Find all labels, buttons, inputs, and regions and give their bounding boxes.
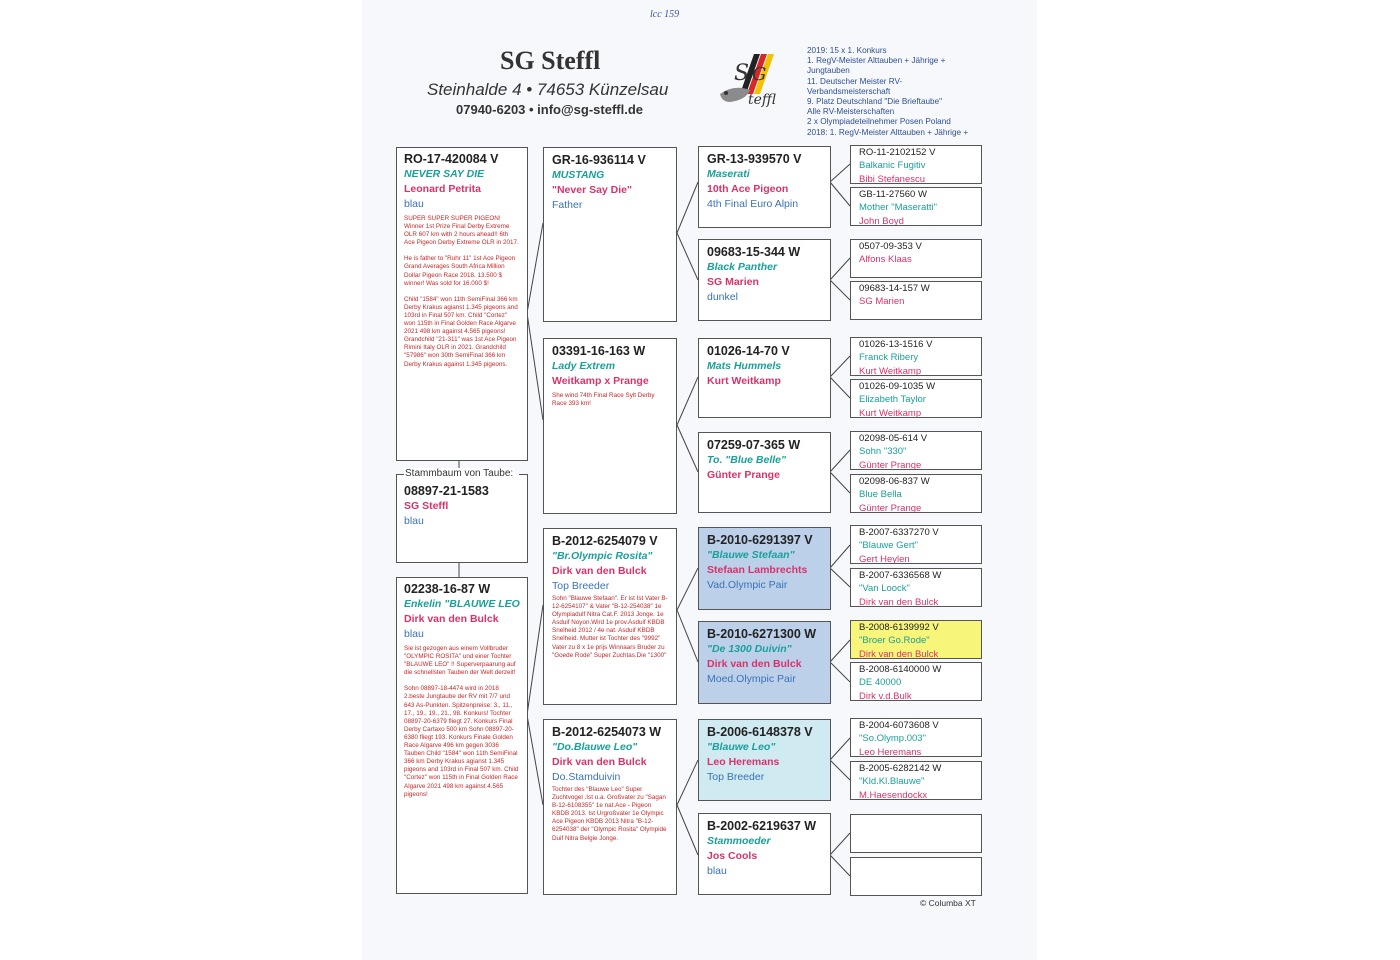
ring-number: 03391-16-163 W	[552, 344, 646, 358]
ancestor-card[interactable]	[850, 662, 982, 701]
pigeon-info: Top Breeder	[707, 771, 765, 783]
subject-color: blau	[404, 515, 424, 527]
pigeon-name: "Do.Blauwe Leo"	[552, 741, 638, 753]
granddam-sire-card[interactable]	[543, 338, 677, 514]
great-grandparent-card[interactable]	[698, 527, 831, 610]
great-grandparent-card[interactable]	[698, 621, 831, 704]
achievement-line: 2018: 1. RegV-Meister Alttauben + Jährige +	[807, 127, 969, 137]
pigeon-breeder: Weitkamp x Prange	[552, 375, 649, 387]
ring-number: 09683-15-344 W	[707, 245, 801, 259]
pigeon-info: "Never Say Die"	[552, 184, 633, 196]
pigeon-info: dunkel	[707, 291, 738, 303]
pigeon-info: Moed.Olympic Pair	[707, 673, 796, 685]
ancestor-card[interactable]	[850, 379, 982, 418]
ancestor-card[interactable]	[850, 474, 982, 513]
ancestor-card[interactable]	[850, 568, 982, 607]
pigeon-info: Vad.Olympic Pair	[707, 579, 788, 591]
svg-text:teffl: teffl	[748, 92, 776, 108]
pigeon-info: Günter Prange	[707, 469, 780, 481]
sire-name: NEVER SAY DIE	[404, 168, 485, 180]
pigeon-info: 4th Final Euro Alpin	[707, 198, 799, 210]
ancestor-info: "Kld.Kl.Blauwe"	[859, 776, 925, 787]
grandsire-dam-card[interactable]	[543, 528, 677, 705]
ring-number: B-2010-6291397 V	[707, 533, 813, 547]
achievement-line: Verbandsmeisterschaft	[807, 86, 891, 96]
ancestor-info: Balkanic Fugitiv	[859, 160, 926, 171]
pigeon-breeder: Dirk van den Bulck	[552, 756, 647, 768]
ancestor-info: Franck Ribery	[859, 352, 919, 363]
ancestor-breeder: Alfons Klaas	[859, 254, 912, 265]
pigeon-info: Kurt Weitkamp	[707, 375, 781, 387]
ancestor-info: Sohn "330"	[859, 446, 907, 457]
pigeon-name: "Blauwe Stefaan"	[707, 549, 795, 561]
ancestor-card[interactable]	[850, 337, 982, 376]
pigeon-name: To. "Blue Belle"	[707, 454, 786, 466]
pigeon-name: "De 1300 Duivin"	[707, 643, 792, 655]
ring-number: B-2005-6282142 W	[859, 763, 942, 774]
ancestor-breeder: SG Marien	[859, 296, 905, 307]
handwritten-note: lcc 159	[650, 9, 680, 20]
pigeon-info: Dirk van den Bulck	[707, 658, 802, 670]
ring-number: 02098-05-614 V	[859, 433, 928, 444]
dam-card[interactable]	[396, 577, 528, 894]
ancestor-breeder: Dirk van den Bulck	[859, 648, 939, 659]
dam-ring-number: 02238-16-87 W	[404, 582, 491, 596]
great-grandparent-card[interactable]	[698, 813, 831, 895]
svg-text:G: G	[752, 64, 767, 85]
dam-breeder: Dirk van den Bulck	[404, 613, 499, 625]
ancestor-card[interactable]	[850, 431, 982, 470]
pigeon-info: Father	[552, 199, 583, 211]
pigeon-info: Do.Stamduivin	[552, 771, 621, 783]
ring-number: 02098-06-837 W	[859, 476, 930, 487]
ring-number: B-2012-6254079 V	[552, 534, 658, 548]
pigeon-info: blau	[707, 865, 727, 877]
ring-number: B-2012-6254073 W	[552, 725, 662, 739]
ring-number: B-2007-6336568 W	[859, 570, 942, 581]
ring-number: RO-11-2102152 V	[859, 147, 936, 158]
ancestor-breeder: Dirk van den Bulck	[859, 596, 939, 607]
pigeon-notes: Sohn "Blauwe Stefaan". Er ist Ist Vater B-12-6254107" & Vater "B-12-254038" 1e Olympiadulf Nitra Cat.F. 2013 Jonge. 1e Asduif Noyon.Wird 1e prov.Asduif KBDB Snelheid 2012 / 4e nat. Asduif KBDB Snelheid. Mutter ist Tochter des "9992" Vater zu 8 x 1e prijs Winnaars Bruder zu "Goede Rode" Super Zuchtas.Die "1300"	[552, 595, 668, 659]
pigeon-name: Maserati	[707, 168, 750, 180]
ancestor-info: Mother "Maseratti"	[859, 202, 938, 213]
ancestor-breeder: Kurt Weitkamp	[859, 407, 922, 418]
great-grandparent-card[interactable]	[698, 146, 831, 228]
achievement-line: 2 x Olympiadeteilnehmer Posen Poland	[807, 117, 951, 127]
loft-contact: 07940-6203 • info@sg-steffl.de	[456, 102, 644, 117]
ancestor-card[interactable]	[850, 718, 982, 757]
ring-number: B-2007-6337270 V	[859, 527, 939, 538]
great-grandparent-card[interactable]	[698, 719, 831, 801]
achievement-line: Alle RV-Meisterschaften	[807, 107, 895, 117]
ancestor-info: DE 40000	[859, 677, 902, 688]
subject-breeder: SG Steffl	[404, 500, 449, 512]
pigeon-name: Black Panther	[707, 261, 778, 273]
loft-address: Steinhalde 4 • 74653 Künzelsau	[427, 80, 669, 99]
pigeon-info: Jos Cools	[707, 850, 758, 862]
ancestor-card[interactable]	[850, 761, 982, 800]
pigeon-notes: She wind 74th Final Race Sylt Derby Race 393 km!	[552, 392, 655, 408]
ancestor-card-empty[interactable]	[850, 857, 982, 896]
pigeon-info: 10th Ace Pigeon	[707, 183, 789, 195]
ancestor-info: "So.Olymp.003"	[859, 733, 926, 744]
pigeon-name: MUSTANG	[552, 169, 605, 181]
ring-number: B-2006-6148378 V	[707, 725, 813, 739]
sire-notes: SUPER SUPER SUPER PIGEON! Winner 1st Prize Final Derby Extreme OLR 607 km with 2 hours ahead!! 6th Ace Pigeon Derby Extreme OLR in 2017. He is father to "Ruhr 11" 1st Ace Pigeon Grand Averages South Africa Million Dollar Pigeon Race 2018. 13.500 $ winner! Was sold for 16.000 $! Child "1584" won 11th SemiFinal 366 km Derby Krakus agianst 1.345 pigeons and 103rd in Final 507 km. Child "Cortez" won 115th in Final Golden Race Algarve 2021 498 km against 4.565 pigeons! Grandchild "21-311" was 1st Ace Pigeon Rimini Italy OLR in 2021. Grandchild "57986" won 30th SemiFinal 366 km Derby Krakus against 1.345 pigeons.	[404, 215, 519, 368]
pigeon-name: Mats Hummels	[707, 360, 782, 372]
sire-card[interactable]	[396, 147, 528, 461]
dam-name: Enkelin "BLAUWE LEO	[404, 598, 520, 610]
dam-notes: Sie ist gezogen aus einem Vollbruder "OLYMPIC ROSITA" und einer Tochter "BLAUWE LEO" !! Superverpaarung auf die schnellsten Tauben der Welt derzeit! Sohn 08897-18-4474 wird in 2018 2.beste Jungtaube der RV mit 7/7 und 643 As-Punkten. Spitzenpreise: 3., 11., 17., 19., 19., 21., 98. Konkurs! Tochter 08897-20-6379 fliegt 27. Konkurs Final Derby Cartaxo 500 km Sohn 08897-20-6380 fliegt 193. Konkurs Finale Golden Race Algarve 496 km gegen 3036 Tauben Child "1584" won 11th SemiFinal 366 km Derby Krakus agianst 1.345 pigeons and 103rd in Final 507 km. Child "Cortez" won 115th in Final Golden Race Algarve 2021 498 km against 4.565 pigeons!	[404, 645, 519, 798]
ancestor-breeder: Gert Heylen	[859, 553, 910, 564]
sire-ring-number: RO-17-420084 V	[404, 152, 499, 166]
ancestor-breeder: Kurt Weitkamp	[859, 365, 922, 376]
loft-name: SG Steffl	[500, 46, 601, 75]
ring-number: GR-13-939570 V	[707, 152, 802, 166]
achievement-line: 2019: 15 x 1. Konkurs	[807, 46, 887, 55]
ring-number: GR-16-936114 V	[552, 153, 646, 167]
ancestor-card[interactable]	[850, 239, 982, 278]
grandsire-sire-card[interactable]	[543, 147, 677, 322]
svg-text:S: S	[734, 61, 750, 86]
ring-number: 01026-13-1516 V	[859, 339, 933, 350]
ancestor-breeder: John Boyd	[859, 215, 904, 226]
achievement-line: Jungtauben	[807, 66, 850, 76]
ring-number: GB-11-27560 W	[859, 189, 927, 200]
copyright-footer: © Columba XT	[920, 898, 976, 908]
ring-number: 01026-09-1035 W	[859, 381, 936, 392]
ancestor-info: Elizabeth Taylor	[859, 394, 926, 405]
ring-number: B-2004-6073608 V	[859, 720, 939, 731]
subject-ring-number: 08897-21-1583	[404, 484, 489, 498]
ancestor-card[interactable]	[850, 525, 982, 564]
sire-color: blau	[404, 198, 424, 210]
great-grandparent-card[interactable]	[698, 239, 831, 321]
pigeon-info: Top Breeder	[552, 580, 610, 592]
ancestor-info: "Broer Go.Rode"	[859, 635, 930, 646]
ancestor-breeder: Günter Prange	[859, 459, 922, 470]
ancestor-breeder: Bibi Stefanescu	[859, 173, 926, 184]
ancestor-info: Blue Bella	[859, 489, 902, 500]
ring-number: B-2008-6139992 V	[859, 622, 939, 633]
great-grandparent-card[interactable]	[698, 432, 831, 513]
ancestor-breeder: Dirk v.d.Bulk	[859, 690, 912, 701]
achievement-line: 9. Platz Deutschland "Die Brieftaube"	[807, 97, 943, 107]
pigeon-name: Stammoeder	[707, 835, 771, 847]
ring-number: 07259-07-365 W	[707, 438, 801, 452]
pigeon-info: SG Marien	[707, 276, 759, 288]
subject-card[interactable]	[396, 474, 528, 563]
pigeon-name: Lady Extrem	[552, 360, 616, 372]
ring-number: 01026-14-70 V	[707, 344, 790, 358]
ring-number: 09683-14-157 W	[859, 283, 930, 294]
great-grandparent-card[interactable]	[698, 338, 831, 418]
pigeon-info: Leo Heremans	[707, 756, 780, 768]
pigeon-notes: Tochter des "Blauwe Leo" Super Zuchtvogel .Ist u.a. Großvater zu "Sagan B-12-6108355" 1e nat.Ace - Pigeon KBDB 2013. Ist Urgroßvater 1e Olympic Ace Pigeon KBDB 2013 Nitra "B-12-6254038" der "Olympic Rosita" Olympide Duif Nitra Belgie Jonge.	[552, 786, 667, 842]
ring-number: B-2010-6271300 W	[707, 627, 817, 641]
ancestor-card-highlighted[interactable]	[850, 620, 982, 659]
dam-color: blau	[404, 628, 424, 640]
ancestor-info: "Van Loock"	[859, 583, 910, 594]
ring-number: 0507-09-353 V	[859, 241, 922, 252]
sire-breeder: Leonard Petrita	[404, 183, 482, 195]
granddam-dam-card[interactable]	[543, 719, 677, 895]
ring-number: B-2008-6140000 W	[859, 664, 942, 675]
ancestor-info: "Blauwe Gert"	[859, 540, 919, 551]
pigeon-breeder: Dirk van den Bulck	[552, 565, 647, 577]
ancestor-breeder: M.Haesendockx	[859, 789, 928, 800]
ancestor-card[interactable]	[850, 281, 982, 320]
ancestor-card[interactable]	[850, 145, 982, 184]
achievement-line: 1. RegV-Meister Alttauben + Jährige +	[807, 56, 946, 66]
ancestor-card-empty[interactable]	[850, 814, 982, 853]
ancestor-breeder: Leo Heremans	[859, 746, 922, 757]
pedigree-label: Stammbaum von Taube:	[405, 468, 514, 479]
ancestor-breeder: Günter Prange	[859, 502, 922, 513]
pigeon-info: Stefaan Lambrechts	[707, 564, 808, 576]
pigeon-name: "Blauwe Leo"	[707, 741, 776, 753]
pigeon-name: "Br.Olympic Rosita"	[552, 550, 653, 562]
ring-number: B-2002-6219637 W	[707, 819, 817, 833]
achievement-line: 11. Deutscher Meister RV-	[807, 76, 903, 86]
ancestor-card[interactable]	[850, 187, 982, 226]
